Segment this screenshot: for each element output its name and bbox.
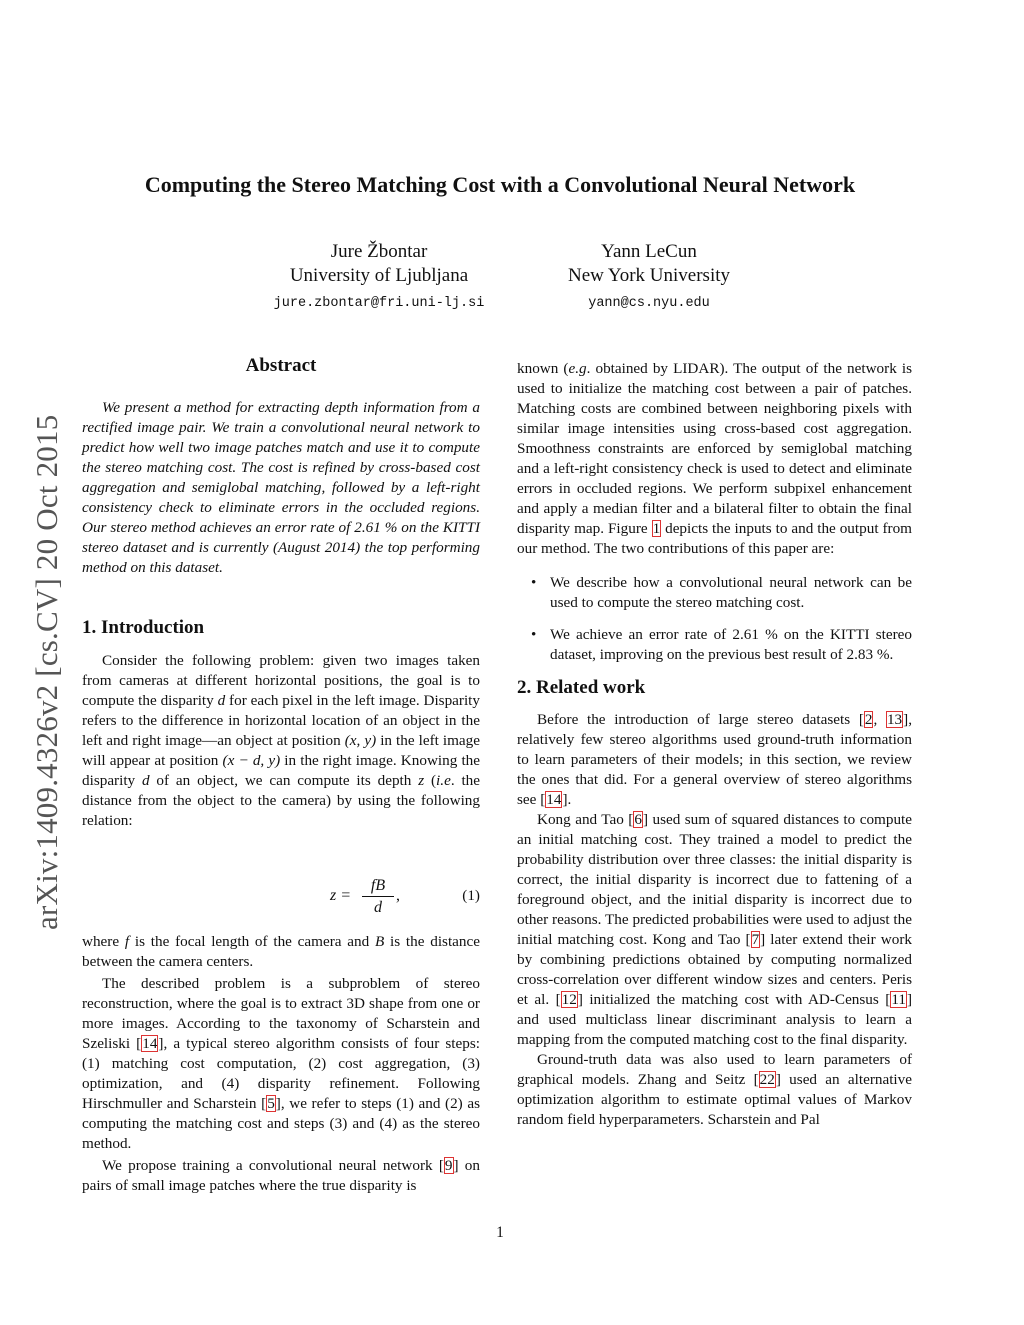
intro-paragraph-4: [82, 1156, 480, 1196]
text-run: ] initialized the matching cost with AD-Census [: [577, 991, 891, 1008]
contribution-item: • We describe how a convolutional neural network can be used to compute the stereo matching cost.: [517, 573, 912, 613]
author-email[interactable]: jure.zbontar@fri.uni-lj.si: [273, 296, 485, 311]
citation-link[interactable]: 14: [546, 791, 562, 808]
equation-number: (1): [462, 887, 480, 904]
text-run: . the distance from the object to the camera) by using the following relation:: [82, 772, 481, 829]
text-run: Consider the following problem: given two images taken from cameras at different horizontal positions, the goal is to compute the disparity: [82, 652, 480, 709]
latin-abbrev: e.g: [568, 360, 587, 377]
citation-link[interactable]: 13: [886, 711, 903, 728]
text-run: ] used an alternative optimization algorithm to estimate optimal values of Markov random field hyperparameters. Scharstein and Pal: [517, 1071, 912, 1128]
text-run: ] and used multiclass linear discriminant analysis to learn a mapping from the computed matching cost to the final disparity.: [517, 991, 912, 1048]
author-name: Jure Žbontar: [330, 241, 428, 262]
author-affiliation: New York University: [567, 265, 731, 286]
text-run: ] on pairs of small image patches where the true disparity is: [82, 1157, 480, 1194]
text-run: ] used sum of squared distances to compute an initial matching cost. They trained a model to predict the probability distribution over three classes: the initial disparity is correct, the initial disparity is incorrect due to fattening of a foreground object, and the initial disparity is incorrect due to other reasons. The predicted probabilities were used to adjust the initial matching cost. Kong and Tao [: [517, 811, 912, 948]
citation-link[interactable]: 6: [634, 811, 642, 828]
intro-paragraph-2: [82, 932, 480, 972]
math-var: d: [142, 772, 150, 789]
text-run: (: [424, 772, 437, 789]
contribution-item: • We achieve an error rate of 2.61 % on the KITTI stereo dataset, improving on the previous best result of 2.83 %.: [517, 625, 912, 665]
right-column: [517, 359, 912, 1130]
author-email[interactable]: yann@cs.nyu.edu: [588, 296, 710, 311]
citation-link[interactable]: 22: [759, 1071, 775, 1088]
citation-link[interactable]: 11: [891, 991, 906, 1008]
figure-link[interactable]: 1: [652, 520, 661, 537]
equation-denominator: d: [374, 899, 382, 916]
text-run: . obtained by LIDAR). The output of the network is used to initialize the matching cost between a pair of patches. Matching costs are combined between neighboring pixels with similar image intensities using cross-based cost aggregation. Smoothness constraints are enforced by semiglobal matching and a left-right consistency check is used to detect and eliminate errors in occluded regions. We perform subpixel enhancement and apply a median filter and a bilateral filter to obtain the final disparity map. Figure: [517, 360, 912, 537]
left-column-top: [82, 356, 480, 831]
citation-link[interactable]: 12: [561, 991, 577, 1008]
intro-heading: 1. Introduction: [82, 617, 205, 638]
author-name: Yann LeCun: [601, 241, 697, 262]
related-paragraph-1: [517, 710, 912, 810]
citation-link[interactable]: 9: [444, 1157, 453, 1174]
text-run: Before the introduction of large stereo datasets [: [537, 711, 864, 728]
text-run: is the focal length of the camera and: [129, 933, 375, 950]
text-run: ].: [562, 791, 572, 808]
citation-link[interactable]: 14: [142, 1035, 158, 1052]
right-paragraph-1: [517, 359, 912, 559]
text-run: in the left image will appear at position: [82, 732, 480, 769]
text-run: where: [82, 933, 125, 950]
paper-title: Computing the Stereo Matching Cost with a Convolutional Neural Network: [144, 172, 856, 197]
math-var: z: [418, 772, 425, 789]
page-number: 1: [496, 1224, 504, 1241]
math-expr: (x, y): [344, 732, 377, 749]
author-block-1: [229, 240, 529, 316]
text-run: known (: [517, 360, 569, 377]
text-run: for each pixel in the left image. Disparity refers to the difference in horizontal location of an object in the left and right image—an object at position: [82, 692, 481, 749]
intro-paragraph-1: [82, 651, 480, 831]
text-run: ] later extend their work by combining predictions obtained by computing normalized cross-correlation over different window sizes and centers. Peris et al. [: [517, 931, 912, 1008]
math-var: B: [374, 933, 385, 950]
text-run: The described problem is a subproblem of stereo reconstruction, where the goal is to extract 3D shape from one or more images. According to the taxonomy of Scharstein and Szeliski [: [82, 975, 480, 1052]
math-var: d: [217, 692, 226, 709]
abstract-heading: Abstract: [245, 355, 317, 376]
text-run: ,: [873, 711, 886, 728]
citation-link[interactable]: 2: [864, 711, 873, 728]
related-paragraph-2: [517, 810, 912, 1050]
text-run: in the right image. Knowing the disparity: [82, 752, 480, 789]
math-var: f: [124, 933, 130, 950]
author-block-2: [499, 240, 799, 316]
left-column-bottom: [82, 932, 480, 1196]
equation-numerator: fB: [362, 876, 394, 897]
text-run: depicts the inputs to and the output from our method. The two contributions of this paper are:: [517, 520, 912, 557]
intro-paragraph-3: [82, 974, 480, 1154]
text-run: ], we refer to steps (1) and (2) as computing the matching cost and steps (3) and (4) as the stereo method.: [82, 1095, 480, 1152]
equation-1: [82, 874, 480, 922]
math-expr: (x − d, y): [222, 752, 281, 769]
equation-lhs: z =: [330, 887, 352, 904]
related-paragraph-3: [517, 1050, 912, 1130]
text-run: We propose training a convolutional neural network [: [102, 1157, 444, 1174]
equation-comma: ,: [396, 887, 400, 904]
abstract-text: We present a method for extracting depth information from a rectified image pair. We train a convolutional neural network to predict how well two image patches match and use it to compute the stereo matching cost. The cost is refined by cross-based cost aggregation and semiglobal matching, followed by a left-right consistency check to eliminate errors in the occluded regions. Our stereo method achieves an error rate of 2.61 % on the KITTI stereo dataset and is currently (August 2014) the top performing method on this dataset.: [82, 399, 480, 576]
author-affiliation: University of Ljubljana: [289, 265, 469, 286]
contributions-list: [517, 573, 912, 665]
text-run: of an object, we can compute its depth: [149, 772, 419, 789]
citation-link[interactable]: 5: [267, 1095, 275, 1112]
text-run: ], relatively few stereo algorithms used ground-truth information to learn parameters of their models; in this section, we review the ones that did. For a general overview of stereo algorithms see [: [517, 711, 912, 808]
citation-link[interactable]: 7: [751, 931, 760, 948]
text-run: Kong and Tao [: [537, 811, 634, 828]
text-run: is the distance between the camera centers.: [82, 933, 480, 970]
related-work-heading: 2. Related work: [517, 677, 646, 698]
latin-abbrev: i.e: [436, 772, 451, 789]
text-run: ], a typical stereo algorithm consists of four steps: (1) matching cost computation, (2) cost aggregation, (3) optimization, and (4) disparity refinement. Following Hirschmuller and Scharstein [: [82, 1035, 480, 1112]
equation-fraction: [362, 876, 394, 919]
arxiv-sidebar-id: arXiv:1409.4326v2 [cs.CV] 20 Oct 2015: [29, 414, 64, 930]
text-run: Ground-truth data was also used to learn parameters of graphical models. Zhang and Seitz [: [517, 1051, 912, 1088]
